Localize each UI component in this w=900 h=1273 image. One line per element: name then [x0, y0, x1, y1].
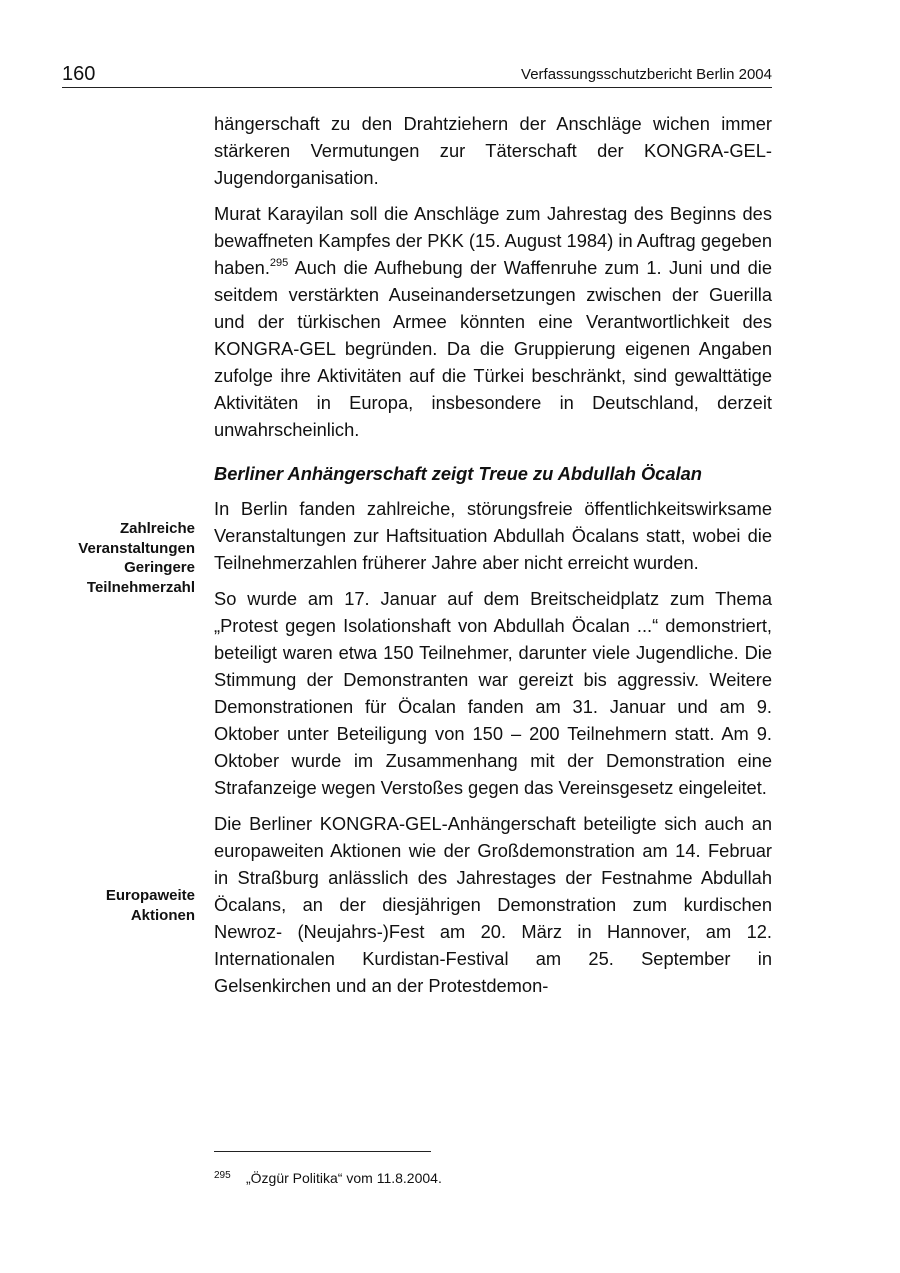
- margin-note-line: Aktionen: [130, 906, 195, 924]
- margin-note-line: Zahlreiche: [119, 520, 195, 537]
- footnote-text: „Özgür Politika“ vom 11.8.2004.: [246, 1170, 442, 1186]
- margin-note-veranstaltungen: [40, 519, 195, 597]
- main-text: [214, 110, 772, 1008]
- margin-note-europaweite: [40, 886, 195, 925]
- margin-note-line: Teilnehmerzahl: [86, 578, 195, 596]
- paragraph-2-text: Murat Karayilan soll die Anschläge zum Jahrestag des Beginns des bewaffneten Kampfes der PKK (15. August 1984) in Auftrag gegeben haben.: [214, 203, 772, 278]
- section-heading: Berliner Anhängerschaft zeigt Treue zu Abdullah Öcalan: [214, 463, 702, 484]
- footnote-number: 295: [214, 1170, 231, 1181]
- margin-note-line: Europaweite: [105, 887, 195, 904]
- paragraph-2: [214, 200, 772, 443]
- margin-note-line: Veranstaltungen: [78, 539, 195, 557]
- paragraph-4: So wurde am 17. Januar auf dem Breitscheidplatz zum Thema „Protest gegen Isolationshaft von Abdullah Öcalan ...“ demonstriert, beteiligt waren etwa 150 Teilnehmer, darunter viele Jugendliche. Die Stimmung der Demonstranten war gereizt bis aggressiv. Weitere Demonstrationen für Öcalan fanden am 31. Januar und am 9. Oktober unter Beteiligung von 150 – 200 Teilnehmern statt. Am 9. Oktober wurde im Zusammenhang mit der Demonstration eine Strafanzeige wegen Verstoßes gegen das Vereinsgesetz eingeleitet.: [214, 588, 772, 798]
- footnote-divider: [214, 1151, 431, 1152]
- footnote-reference: 295: [269, 257, 289, 269]
- page-number: 160: [62, 63, 96, 85]
- header-divider: [62, 87, 772, 88]
- paragraph-1: hängerschaft zu den Drahtziehern der Anschläge wichen immer stärkeren Vermutungen zur Täterschaft der KONGRA-GEL-Jugendorganisation.: [214, 113, 772, 188]
- running-header: Verfassungsschutzbericht Berlin 2004: [521, 66, 772, 83]
- paragraph-3: In Berlin fanden zahlreiche, störungsfreie öffentlichkeitswirksame Veranstaltungen zur Haftsituation Abdullah Öcalans statt, wobei die Teilnehmerzahlen früherer Jahre aber nicht erreicht wurden.: [214, 498, 772, 573]
- margin-note-line: Geringere: [124, 559, 195, 576]
- paragraph-5: Die Berliner KONGRA-GEL-Anhängerschaft beteiligte sich auch an europaweiten Aktionen wie der Großdemonstration am 14. Februar in Straßburg anlässlich des Jahrestages der Festnahme Abdullah Öcalans, an der diesjährigen Demonstration zum kurdischen Newroz- (Neujahrs-)Fest am 20. März in Hannover, am 12. Internationalen Kurdistan-Festival am 25. September in Gelsenkirchen und an der Protestdemon-: [214, 813, 772, 996]
- footnote: [214, 1166, 772, 1188]
- paragraph-2-text-continued: Auch die Aufhebung der Waffenruhe zum 1. Juni und die seitdem verstärkten Auseinandersetzungen zwischen der Guerilla und der türkischen Armee könnten eine Verantwortlichkeit des KONGRA-GEL begründen. Da die Gruppierung eigenen Angaben zufolge ihre Aktivitäten auf die Türkei beschränkt, sind gewalttätige Aktivitäten in Europa, insbesondere in Deutschland, derzeit unwahrscheinlich.: [214, 257, 772, 440]
